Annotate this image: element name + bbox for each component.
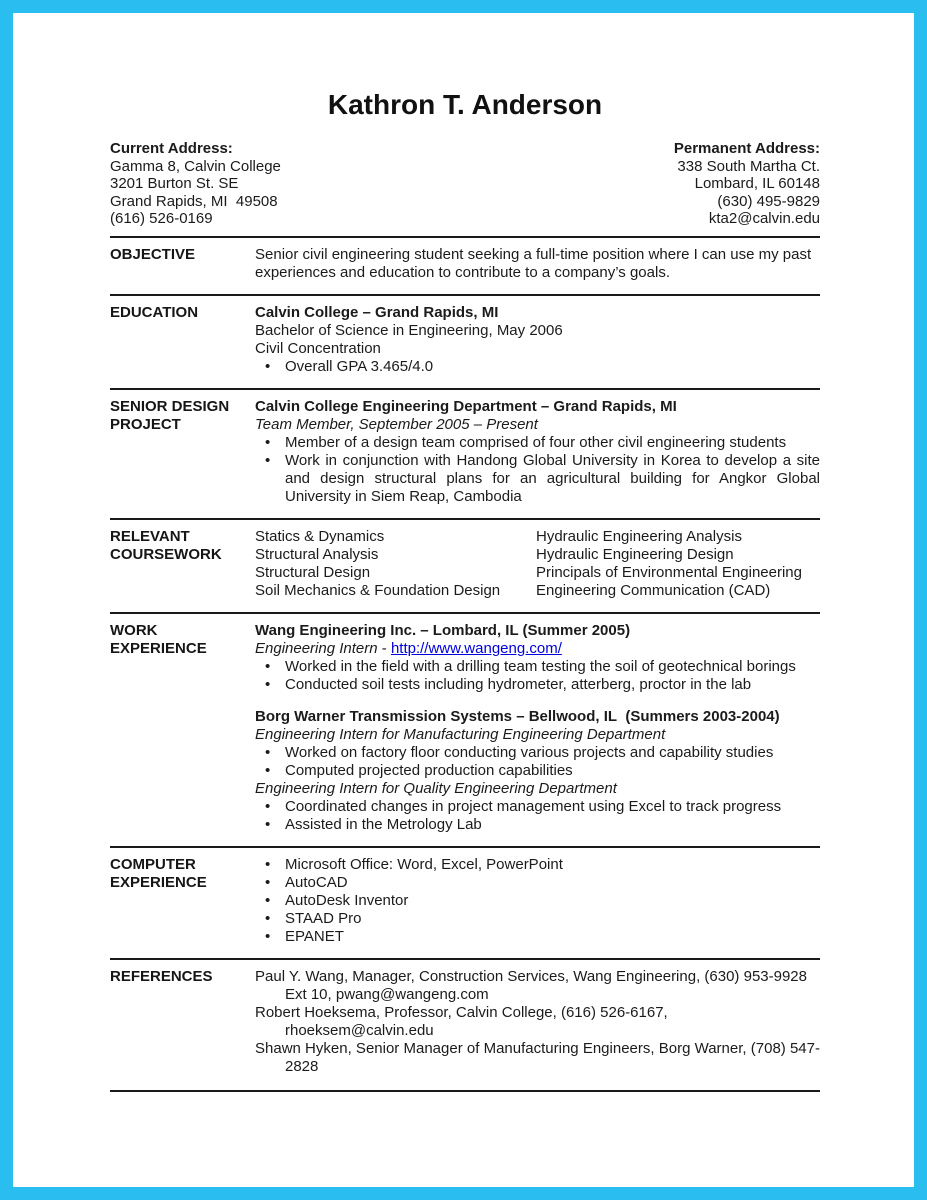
- reference-item: Shawn Hyken, Senior Manager of Manufacturing Engineers, Borg Warner, (708) 547-2828: [255, 1039, 820, 1075]
- computer-experience-content: [255, 856, 820, 946]
- section-work-experience: [110, 612, 820, 846]
- job-borg-role-quality: Engineering Intern for Quality Engineering Department: [255, 779, 617, 797]
- computer-experience-label: [110, 856, 255, 946]
- references-label: REFERENCES: [110, 967, 213, 985]
- job-borg-bullet: • Assisted in the Metrology Lab: [255, 816, 820, 834]
- section-references: [110, 958, 820, 1092]
- computer-skill: • STAAD Pro: [255, 910, 820, 928]
- job-wang-role-line: [255, 640, 820, 658]
- education-concentration: Civil Concentration: [255, 339, 381, 357]
- education-label: EDUCATION: [110, 303, 199, 321]
- job-borg-bullet: • Computed projected production capabilities: [255, 762, 820, 780]
- course-item: Hydraulic Engineering Design: [536, 545, 734, 563]
- coursework-label: [110, 528, 255, 600]
- senior-design-label-line1: SENIOR DESIGN: [110, 397, 230, 415]
- work-experience-content: [255, 622, 820, 834]
- reference-item: Paul Y. Wang, Manager, Construction Services, Wang Engineering, (630) 953-9928 Ext 10, pwang@wangeng.com: [255, 967, 807, 1003]
- coursework-column-1: [255, 528, 536, 600]
- course-item: Structural Design: [255, 563, 371, 581]
- current-address-label: Current Address:: [110, 140, 233, 157]
- job-wang-company: Wang Engineering Inc. – Lombard, IL (Summer 2005): [255, 621, 631, 639]
- job-borg-company: Borg Warner Transmission Systems – Bellwood, IL (Summers 2003-2004): [255, 707, 780, 725]
- coursework-columns: [255, 528, 820, 600]
- job-borg-role-manufacturing: Engineering Intern for Manufacturing Engineering Department: [255, 725, 666, 743]
- work-label-line2: EXPERIENCE: [110, 639, 207, 657]
- coursework-content: [255, 528, 820, 600]
- objective-text: Senior civil engineering student seeking a full-time position where I can use my past experiences and education to contribute to a company’s goals.: [255, 245, 812, 281]
- course-item: Engineering Communication (CAD): [536, 581, 771, 599]
- current-address-line: Grand Rapids, MI 49508: [110, 192, 278, 210]
- section-objective: [110, 236, 820, 294]
- wangeng-link[interactable]: http://www.wangeng.com/: [390, 639, 562, 657]
- permanent-address-phone: (630) 495-9829: [717, 192, 820, 210]
- permanent-address-email: kta2@calvin.edu: [708, 210, 820, 227]
- job-wang: [255, 622, 820, 694]
- education-content: [255, 304, 820, 376]
- senior-design-label: [110, 398, 255, 506]
- computer-label-line1: COMPUTER: [110, 855, 196, 873]
- computer-skill: • EPANET: [255, 928, 820, 946]
- coursework-label-line2: COURSEWORK: [110, 545, 222, 563]
- current-address-line: Gamma 8, Calvin College: [110, 157, 281, 175]
- sections: [110, 236, 820, 1092]
- education-bullet: • Overall GPA 3.465/4.0: [255, 358, 820, 376]
- current-address: [110, 140, 281, 228]
- course-item: Hydraulic Engineering Analysis: [536, 527, 742, 545]
- course-item: Statics & Dynamics: [255, 527, 385, 545]
- reference-item: Robert Hoeksema, Professor, Calvin College, (616) 526-6167, rhoeksem@calvin.edu: [255, 1003, 668, 1039]
- role-link-separator: -: [377, 639, 391, 657]
- senior-design-role: Team Member, September 2005 – Present: [255, 415, 538, 433]
- section-senior-design: [110, 388, 820, 518]
- education-degree: Bachelor of Science in Engineering, May 2006: [255, 321, 563, 339]
- job-borg-bullet: • Coordinated changes in project management using Excel to track progress: [255, 798, 820, 816]
- senior-design-org: Calvin College Engineering Department – Grand Rapids, MI: [255, 397, 677, 415]
- permanent-address-line: 338 South Martha Ct.: [677, 157, 820, 175]
- computer-skill: • Microsoft Office: Word, Excel, PowerPoint: [255, 856, 820, 874]
- education-school: Calvin College – Grand Rapids, MI: [255, 303, 499, 321]
- course-item: Soil Mechanics & Foundation Design: [255, 581, 501, 599]
- address-block: [110, 140, 820, 228]
- job-wang-role: Engineering Intern: [255, 639, 378, 657]
- coursework-column-2: [536, 528, 820, 600]
- computer-skill: • AutoDesk Inventor: [255, 892, 820, 910]
- coursework-label-line1: RELEVANT: [110, 527, 190, 545]
- section-coursework: [110, 518, 820, 612]
- permanent-address: [674, 140, 820, 228]
- section-education: [110, 294, 820, 388]
- computer-label-line2: EXPERIENCE: [110, 873, 207, 891]
- course-item: Structural Analysis: [255, 545, 379, 563]
- work-experience-label: [110, 622, 255, 834]
- objective-label: OBJECTIVE: [110, 245, 196, 263]
- job-wang-bullet: • Worked in the field with a drilling team testing the soil of geotechnical borings: [255, 658, 820, 676]
- resume-name: Kathron T. Anderson: [327, 89, 603, 120]
- computer-skill: • AutoCAD: [255, 874, 820, 892]
- permanent-address-label: Permanent Address:: [673, 140, 820, 157]
- work-label-line1: WORK: [110, 621, 158, 639]
- job-borg-warner: [255, 708, 820, 834]
- senior-design-label-line2: PROJECT: [110, 415, 181, 433]
- resume-content: [13, 13, 914, 1092]
- objective-content: [255, 246, 820, 282]
- job-wang-bullet: • Conducted soil tests including hydrometer, atterberg, proctor in the lab: [255, 676, 820, 694]
- current-address-phone: (616) 526-0169: [110, 210, 213, 227]
- current-address-line: 3201 Burton St. SE: [110, 175, 239, 192]
- job-borg-bullet: • Worked on factory floor conducting various projects and capability studies: [255, 744, 820, 762]
- course-item: Principals of Environmental Engineering: [536, 563, 802, 581]
- senior-design-content: [255, 398, 820, 506]
- permanent-address-line: Lombard, IL 60148: [694, 175, 820, 192]
- references-content: [255, 968, 820, 1076]
- senior-design-bullet: • Member of a design team comprised of four other civil engineering students: [255, 434, 820, 452]
- section-computer-experience: [110, 846, 820, 958]
- senior-design-bullet: • Work in conjunction with Handong Global University in Korea to develop a site and design structural plans for an agricultural building for Angkor Global University in Siem Reap, Cambodia: [255, 452, 820, 506]
